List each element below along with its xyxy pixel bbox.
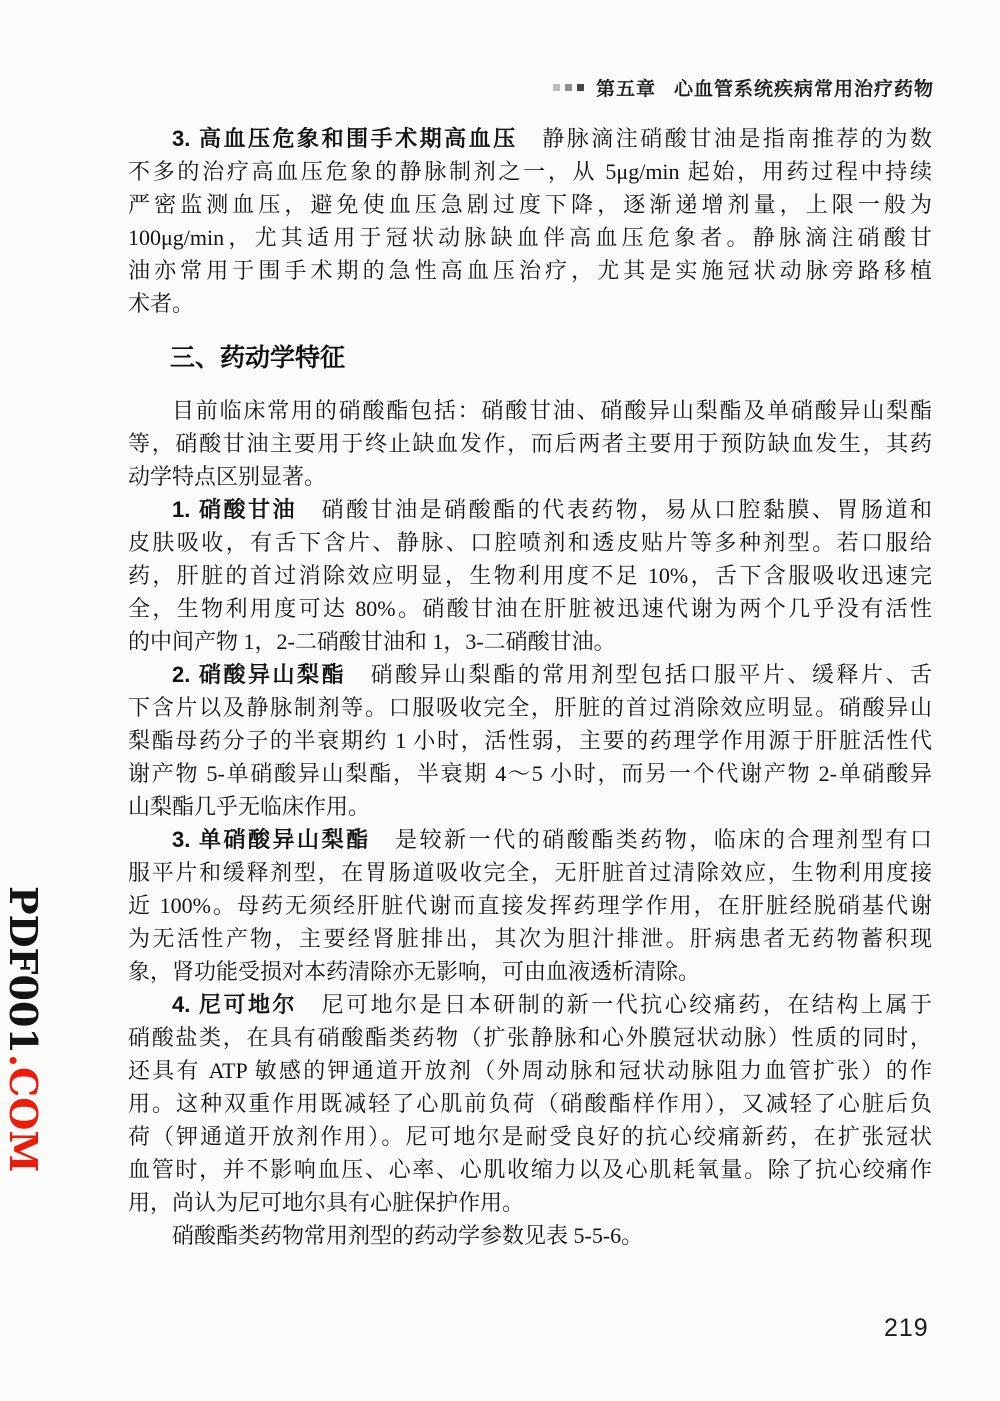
chapter-title: 心血管系统疾病常用治疗药物 <box>673 79 934 100</box>
text-line: 硝酸盐类，在具有硝酸酯类药物（扩张静脉和心外膜冠状动脉）性质的同时， <box>128 1025 932 1050</box>
text-line: 近 100%。母药无须经肝脏代谢而直接发挥药理学作用，在肝脏经脱硝基代谢 <box>128 893 932 918</box>
text-segment: 硝酸异山梨酯的常用剂型包括口服平片、缓释片、舌 <box>346 662 932 687</box>
page-number: 219 <box>884 1314 929 1342</box>
text-line: 用，尚认为尼可地尔具有心脏保护作用。 <box>128 1190 525 1215</box>
run-in-heading: 1. 硝酸甘油 <box>172 497 298 522</box>
text-line <box>128 823 932 856</box>
text-line: 皮肤吸收，有舌下含片、静脉、口腔喷剂和透皮贴片等多种剂型。若口服给 <box>128 530 932 555</box>
text-line: 用。这种双重作用既减轻了心肌前负荷（硝酸酯样作用），又减轻了心脏后负 <box>128 1091 932 1116</box>
run-in-heading: 4. 尼可地尔 <box>172 992 298 1017</box>
header-marker-icon <box>548 84 584 91</box>
text-line: 等，硝酸甘油主要用于终止缺血发作，而后两者主要用于预防缺血发生，其药 <box>128 431 932 456</box>
paragraph <box>128 1219 932 1252</box>
square-icon <box>577 84 584 91</box>
watermark-domain-suffix: .COM <box>1 1053 46 1173</box>
section-heading: 三、药动学特征 <box>170 344 346 372</box>
paragraph <box>128 988 932 1219</box>
text-line: 为无活性产物，主要经肾脏排出，其次为胆汁排泄。肝病患者无药物蓄积现 <box>128 926 932 951</box>
text-line: 的中间产物 1，2-二硝酸甘油和 1，3-二硝酸甘油。 <box>128 629 616 654</box>
text-line: 100μg/min，尤其适用于冠状动脉缺血伴高血压危象者。静脉滴注硝酸甘 <box>128 225 932 250</box>
text-line: 山梨酯几乎无临床作用。 <box>128 794 371 819</box>
text-line: 不多的治疗高血压危象的静脉制剂之一，从 5μg/min 起始，用药过程中持续 <box>128 159 932 184</box>
run-in-heading: 2. 硝酸异山梨酯 <box>172 662 347 687</box>
text-line: 油亦常用于围手术期的急性高血压治疗，尤其是实施冠状动脉旁路移植 <box>128 258 932 283</box>
text-line: 术者。 <box>128 291 195 316</box>
text-line: 象，肾功能受损对本药清除亦无影响，可由血液透析清除。 <box>128 959 701 984</box>
watermark <box>1 886 46 1172</box>
text-line: 全，生物利用度可达 80%。硝酸甘油在肝脏被迅速代谢为两个几乎没有活性 <box>128 596 932 621</box>
text-line: 谢产物 5-单硝酸异山梨酯，半衰期 4～5 小时，而另一个代谢产物 2-单硝酸异 <box>128 761 932 786</box>
text-line: 荷（钾通道开放剂作用）。尼可地尔是耐受良好的抗心绞痛新药，在扩张冠状 <box>128 1124 932 1149</box>
text-line: 服平片和缓释剂型，在胃肠道吸收完全，无肝脏首过清除效应，生物利用度接 <box>128 860 932 885</box>
running-header <box>548 74 934 101</box>
text-line: 血管时，并不影响血压、心率、心肌收缩力以及心肌耗氧量。除了抗心绞痛作 <box>128 1157 932 1182</box>
paragraph <box>128 122 932 320</box>
text-line: 硝酸酯类药物常用剂型的药动学参数见表 5-5-6。 <box>172 1223 644 1248</box>
square-icon <box>553 84 560 91</box>
watermark-site-name: PDF001 <box>1 886 46 1054</box>
text-line <box>128 493 932 526</box>
paragraph <box>128 658 932 823</box>
run-in-heading: 3. 单硝酸异山梨酯 <box>172 827 371 852</box>
text-line: 严密监测血压，避免使血压急剧过度下降，逐渐递增剂量，上限一般为 <box>128 192 932 217</box>
paragraph <box>128 493 932 658</box>
paragraph <box>128 823 932 988</box>
text-line <box>128 122 932 155</box>
text-line: 下含片以及静脉制剂等。口服吸收完全，肝脏的首过消除效应明显。硝酸异山 <box>128 695 932 720</box>
text-line <box>128 988 932 1021</box>
paragraph <box>128 394 932 493</box>
text-line: 梨酯母药分子的半衰期约 1 小时，活性弱，主要的药理学作用源于肝脏活性代 <box>128 728 932 753</box>
square-icon <box>565 84 572 91</box>
text-segment: 尼可地尔是日本研制的新一代抗心绞痛药，在结构上属于 <box>297 992 932 1017</box>
text-segment: 是较新一代的硝酸酯类药物，临床的合理剂型有口 <box>370 827 932 852</box>
run-in-heading: 3. 高血压危象和围手术期高血压 <box>172 126 518 151</box>
text-line <box>128 658 932 691</box>
text-segment: 硝酸甘油是硝酸酯的代表药物，易从口腔黏膜、胃肠道和 <box>297 497 932 522</box>
text-line: 药，肝脏的首过消除效应明显，生物利用度不足 10%，舌下含服吸收迅速完 <box>128 563 932 588</box>
text-body <box>128 122 932 1252</box>
text-line: 动学特点区别显著。 <box>128 464 327 489</box>
chapter-label: 第五章 <box>595 79 656 100</box>
text-segment: 静脉滴注硝酸甘油是指南推荐的为数 <box>517 126 932 151</box>
text-line: 目前临床常用的硝酸酯包括：硝酸甘油、硝酸异山梨酯及单硝酸异山梨酯 <box>172 398 932 423</box>
text-line: 还具有 ATP 敏感的钾通道开放剂（外周动脉和冠状动脉阻力血管扩张）的作 <box>128 1058 932 1083</box>
